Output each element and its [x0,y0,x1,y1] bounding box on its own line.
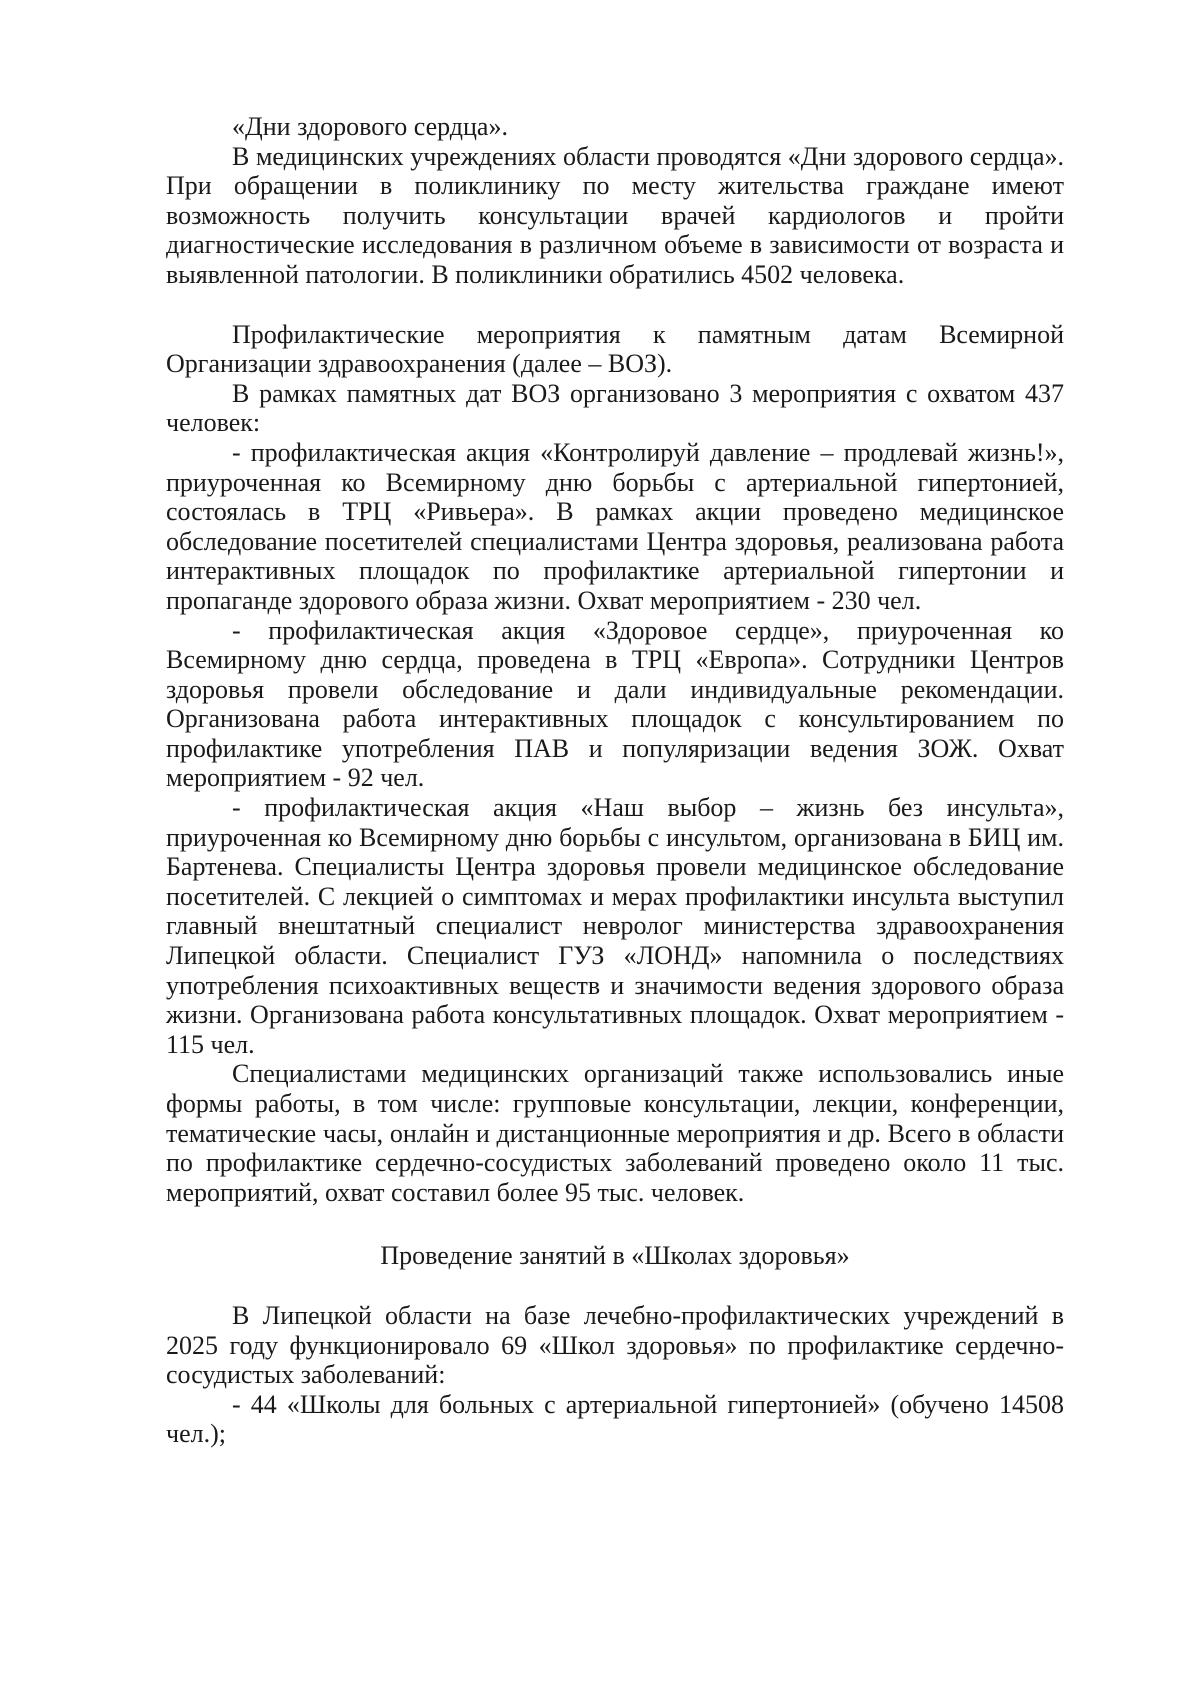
list-item-stroke-action: - профилактическая акция «Наш выбор – жизнь без инсульта», приуроченная ко Всемирному дню борьбы с инсультом, организована в БИЦ им. Бартенева. Специалисты Центра здоровья провели медицинское обследование посетителей. С лекцией о симптомах и мерах профилактики инсульта выступил главный внештатный специалист невролог министерства здравоохранения Липецкой области. Специалист ГУЗ «ЛОНД» напомнила о последствиях употребления психоактивных веществ и значимости ведения здорового образа жизни. Организована работа консультативных площадок. Охват мероприятием - 115 чел. [166,793,1064,1059]
list-item-europa-action: - профилактическая акция «Здоровое сердце», приуроченная ко Всемирному дню сердца, проведена в ТРЦ «Европа». Сотрудники Центров здоровья провели обследование и дали индивидуальные рекомендации. Организована работа интерактивных площадок с консультированием по профилактике употребления ПАВ и популяризации ведения ЗОЖ. Охват мероприятием - 92 чел. [166,615,1064,793]
list-item-riviera-action: - профилактическая акция «Контролируй давление – продлевай жизнь!», приуроченная ко Всемирному дню борьбы с артериальной гипертонией, состоялась в ТРЦ «Ривьера». В рамках акции проведено медицинское обследование посетителей специалистами Центра здоровья, реализована работа интерактивных площадок по профилактике артериальной гипертонии и пропаганде здорового образа жизни. Охват мероприятием - 230 чел. [166,437,1064,615]
intro-title: «Дни здорового сердца». [232,112,508,141]
list-item-hypertension-schools: - 44 «Школы для больных с артериальной гипертонией» (обучено 14508 чел.); [166,1389,1064,1449]
paragraph-healthy-heart-days: В медицинских учреждениях области проводятся «Дни здорового сердца». При обращении в поликлинику по месту жительства граждане имеют возможность получить консультации врачей кардиологов и пройти диагностические исследования в различном объеме в зависимости от возраста и выявленной патологии. В поликлиники обратились 4502 человека. [166,141,1064,289]
section-title-who-dates: Профилактические мероприятия к памятным датам Всемирной Организации здравоохранения (далее – ВОЗ). [166,319,1064,379]
paragraph-other-forms: Специалистами медицинских организаций также использовались иные формы работы, в том числе: групповые консультации, лекции, конференции, тематические часы, онлайн и дистанционные мероприятия и др. Всего в области по профилактике сердечно-сосудистых заболеваний проведено около 11 тыс. мероприятий, охват составил более 95 тыс. человек. [166,1059,1064,1207]
document-page [166,112,1064,1449]
paragraph-who-intro: В рамках памятных дат ВОЗ организовано 3 мероприятия с охватом 437 человек: [166,378,1064,438]
section-title-health-schools: Проведение занятий в «Школах здоровья» [380,1241,850,1271]
paragraph-health-schools: В Липецкой области на базе лечебно-профилактических учреждений в 2025 году функционировало 69 «Школ здоровья» по профилактике сердечно-сосудистых заболеваний: [166,1300,1064,1390]
